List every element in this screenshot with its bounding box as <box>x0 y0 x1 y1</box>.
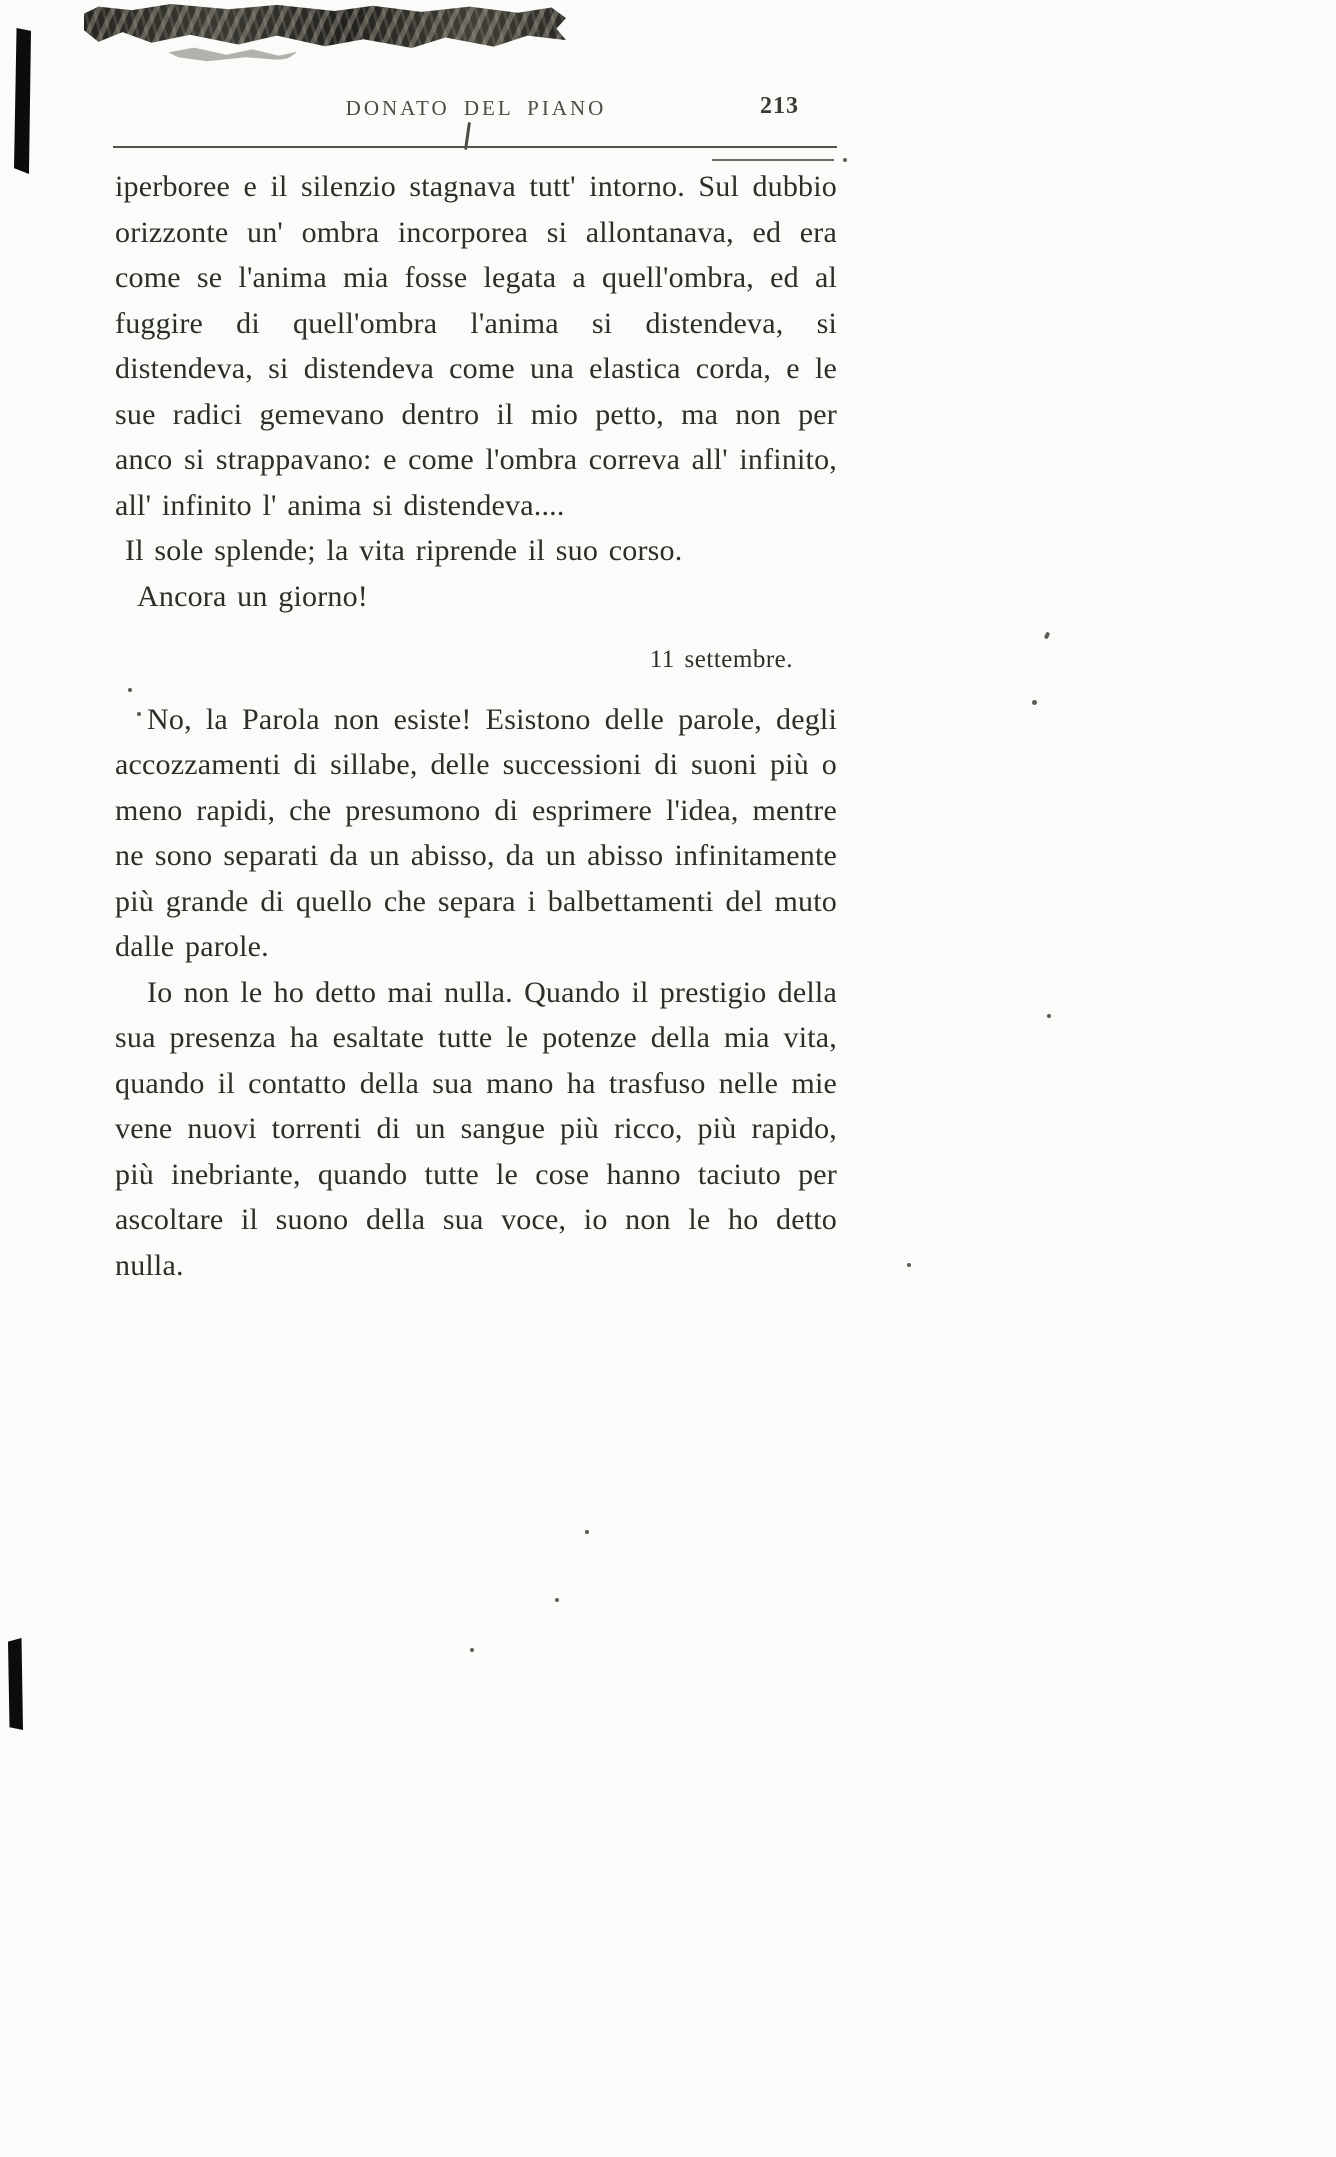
scan-artifact <box>843 158 847 162</box>
scan-artifact <box>585 1530 589 1534</box>
scan-artifact <box>907 1263 911 1267</box>
binding-mark <box>8 1638 23 1730</box>
header-rule-dash <box>712 159 834 161</box>
paragraph-line: Il sole splende; la vita riprende il suo corso. <box>125 534 683 567</box>
page-number: 213 <box>760 93 799 119</box>
binding-mark <box>14 28 31 174</box>
scan-artifact <box>1047 1014 1051 1018</box>
paragraph: Io non le ho detto mai nulla. Quando il prestigio della sua presenza ha esaltate tutte le potenze della mia vita, quando il contatto della sua mano ha trasfuso nelle mie vene nuovi torrenti di un sangue più ricco, più rapido, più inebriante, quando tutte le cose hanno taciuto per ascoltare il suono della sua voce, io non le ho detto nulla. <box>115 975 837 1282</box>
scan-artifact <box>555 1598 559 1602</box>
scan-artifact <box>470 1648 474 1652</box>
paragraph-line: Ancora un giorno! <box>137 579 369 613</box>
paragraph: No, la Parola non esiste! Esistono delle parole, degli accozzamenti di sillabe, delle successioni di suoni più o meno rapidi, che presumono di esprimere l'idea, mentre ne sono separati da un abisso, da un abisso infinitamente più grande di quello che separa i balbettamenti del muto dalle parole. <box>115 702 837 963</box>
text-block <box>115 164 837 1288</box>
paragraph-continuation: iperboree e il silenzio stagnava tutt' intorno. Sul dubbio orizzonte un' ombra incorporea si allontanava, ed era come se l'anima mia fosse legata a quell'ombra, ed al fuggire di quell'ombra l'anima si distendeva, si distendeva, si distendeva come una elastica corda, e le sue radici gemevano dentro il mio petto, ma non per anco si strappavano: e come l'ombra correva all' infinito, all' infinito l' anima si distendeva.... <box>115 170 837 522</box>
top-ornament-band <box>84 4 566 48</box>
date-line: 11 settembre. <box>649 646 793 673</box>
scan-artifact <box>1044 631 1051 639</box>
page-header <box>115 93 837 136</box>
running-title: DONATO DEL PIANO <box>345 96 607 120</box>
header-rule <box>113 146 837 148</box>
scan-artifact <box>1032 700 1037 705</box>
ornament-smudge <box>168 46 298 62</box>
